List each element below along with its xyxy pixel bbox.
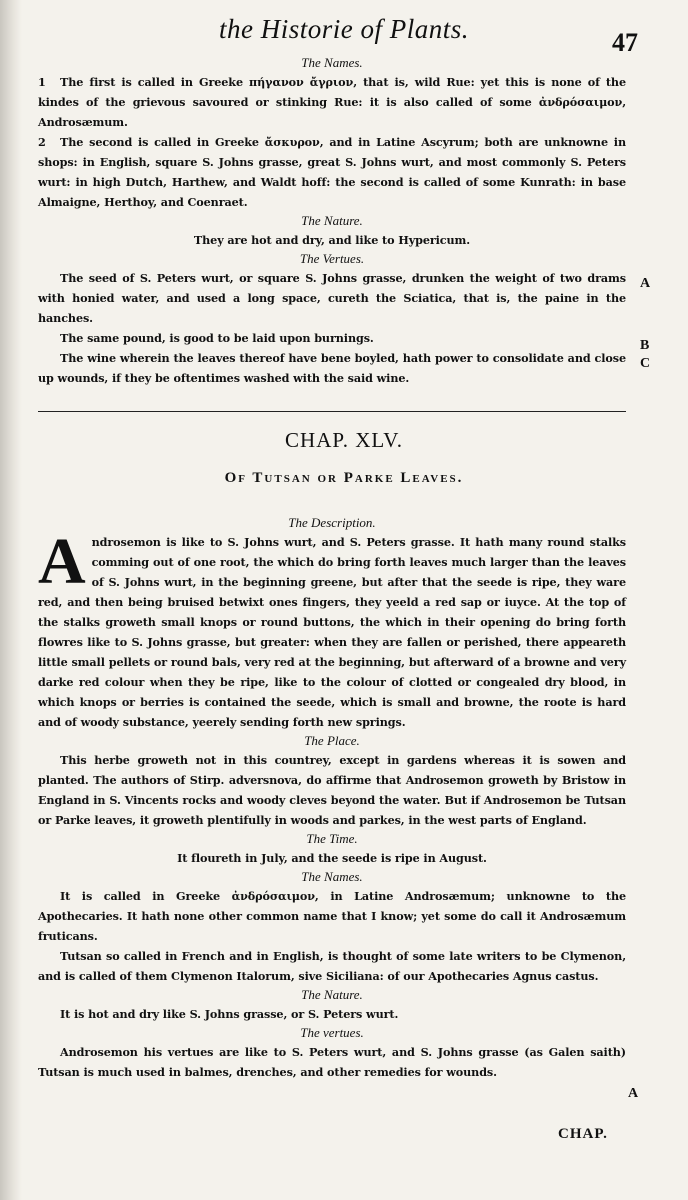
nature-paragraph: It is hot and dry like S. Johns grasse, or S. Peters wurt. xyxy=(60,1007,399,1021)
drop-capital: A xyxy=(38,525,86,598)
margin-letter-c: C xyxy=(640,356,651,371)
item-number: 2 xyxy=(38,135,46,149)
vertues-heading: The Vertues. xyxy=(299,251,365,266)
place-heading: The Place. xyxy=(304,733,360,748)
page-gutter-shadow xyxy=(0,0,22,1200)
chapter-title: CHAP. XLV. xyxy=(285,428,403,452)
time-heading: The Time. xyxy=(306,831,358,846)
previous-chapter-section xyxy=(38,54,626,388)
names-paragraph-1: It is called in Greeke ἀνδρόσαιμον, in Latine Androsæmum; unknowne to the Apothecaries. It hath none other common name that I know; yet some do call it Androsæmum fruticans. xyxy=(38,889,626,943)
vertue-b-paragraph: The same pound, is good to be laid upon burnings. xyxy=(60,331,374,345)
names-paragraph-2: Tutsan so called in French and in English, is thought of some late writers to be Clymenon, and is called of them Clymenon Italorum, sive Siciliana: of our Apothecaries Agnus castus. xyxy=(38,949,626,983)
page-number: 47 xyxy=(612,28,638,57)
place-paragraph: This herbe groweth not in this countrey, except in gardens whereas it is sowen and planted. The authors of Stirp. adversnova, do affirme that Androsemon groweth by Bristow in England in S. Vincents rocks and woody cleves beyond the water. But if Androsemon be Tutsan or Parke leaves, it groweth plentifully in woods and parkes, in the west parts of England. xyxy=(38,753,626,827)
vertues-heading: The vertues. xyxy=(300,1025,364,1040)
catchword: CHAP. xyxy=(558,1126,608,1142)
vertue-a-paragraph: The seed of S. Peters wurt, or square S. Johns grasse, drunken the weight of two drams with honied water, and used a long space, cureth the Sciatica, that is, the paine in the hanches. xyxy=(38,271,626,325)
margin-letter-a: A xyxy=(628,1086,639,1101)
names-heading: The Names. xyxy=(301,55,363,70)
names-heading: The Names. xyxy=(301,869,363,884)
description-heading: The Description. xyxy=(288,515,376,530)
names-paragraph-1: 1 The first is called in Greeke πήγανον ἄγριον, that is, wild Rue: yet this is none of the kindes of the grievous savoured or stinking Rue: it is also called of some ἀνδρόσαιμον, Androsæmum. xyxy=(38,72,626,132)
section-divider-rule xyxy=(38,411,626,412)
vertues-paragraph: Androsemon his vertues are like to S. Peters wurt, and S. Johns grasse (as Galen saith) Tutsan is much used in balmes, drenches, and other remedies for wounds. xyxy=(38,1045,626,1079)
description-paragraph: Androsemon is like to S. Johns wurt, and S. Peters grasse. It hath many round stalks comming out of one root, the which do bring forth leaves much larger than the leaves of S. Johns wurt, in the beginning greene, but after that the seede is ripe, they ware red, and then being bruised betwixt ones fingers, they yeeld a red sap or iuyce. At the top of the stalks groweth small knops or round buttons, the which in their opening do bring forth flowres like to S. Johns grasse, but greater: when they are fallen or perished, there appeareth little small pellets or round bals, very red at the beginning, but afterward of a browne and very darke red colour when they be ripe, like to the colour of clotted or congealed dry blood, in which knops or berries is contained the seede, which is small and browne, the roote is hard and of woody substance, yeerely sending forth new springs. xyxy=(38,525,626,729)
running-head: the Historie of Plants. xyxy=(219,14,469,44)
time-paragraph: It floureth in July, and the seede is ripe in August. xyxy=(177,851,487,865)
margin-letter-a: A xyxy=(640,276,651,291)
chapter-subtitle: Of Tutsan or Parke Leaves. xyxy=(224,470,464,486)
margin-letter-b: B xyxy=(640,338,650,353)
names-paragraph-2: 2 The second is called in Greeke ἄσκυρον, and in Latine Ascyrum; both are unknowne in shops: in English, square S. Johns grasse, great S. Johns wurt, and most commonly S. Peters wurt: in high Dutch, Harthew, and Waldt hoff: the second is called of some Kunrath: in base Almaigne, Herthoy, and Coenraet. xyxy=(38,132,626,212)
chapter-body xyxy=(38,514,626,1082)
nature-heading: The Nature. xyxy=(301,987,363,1002)
item-number: 1 xyxy=(38,75,46,89)
nature-heading: The Nature. xyxy=(301,213,363,228)
nature-paragraph: They are hot and dry, and like to Hypericum. xyxy=(193,233,471,247)
vertue-c-paragraph: The wine wherein the leaves thereof have bene boyled, hath power to consolidate and close up wounds, if they be oftentimes washed with the said wine. xyxy=(38,351,626,385)
